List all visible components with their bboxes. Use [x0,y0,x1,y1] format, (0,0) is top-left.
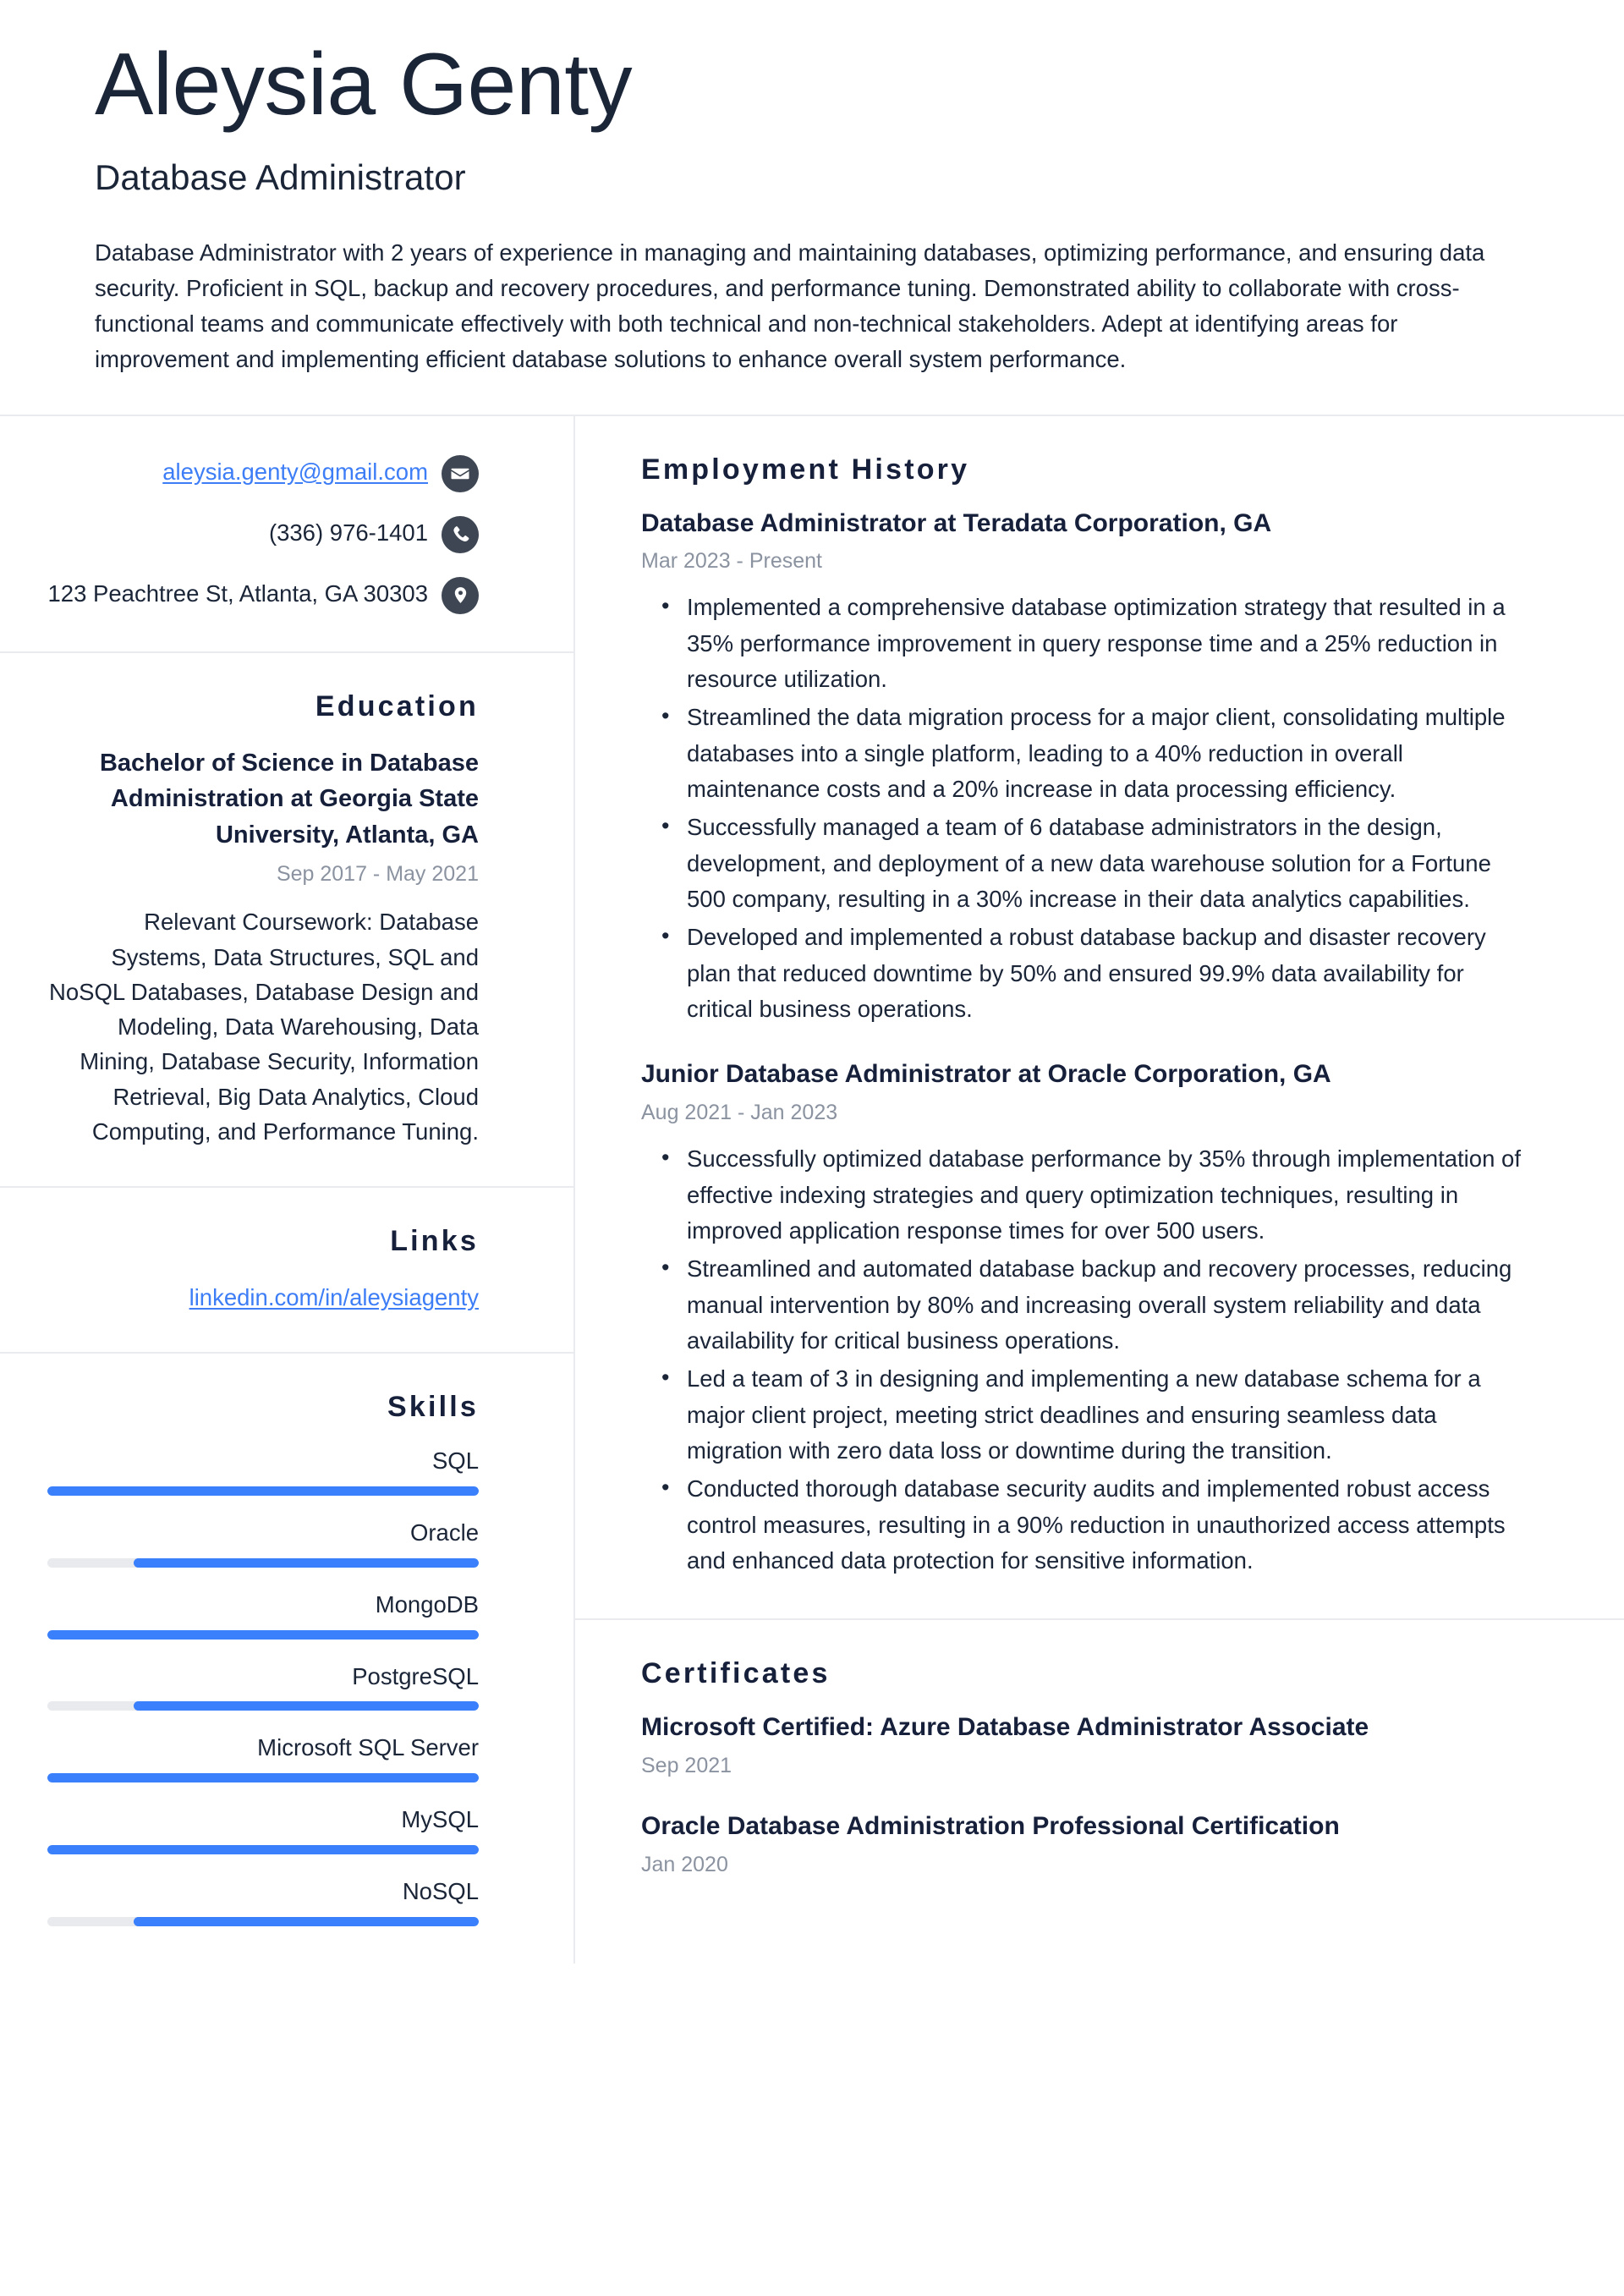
skill-item [47,1876,479,1926]
skill-level-track [47,1486,479,1496]
skill-level-fill [134,1917,479,1926]
skill-level-track [47,1917,479,1926]
resume-body [0,416,1624,1964]
skill-level-fill [47,1630,479,1640]
employment-bullet: • Developed and implemented a robust database backup and disaster recovery plan that reduced downtime by 50% and ensured 99.9% data availability for critical business operations. [687,920,1531,1027]
education-degree: Bachelor of Science in Database Administration at Georgia State University, Atlanta, GA [99,749,479,849]
candidate-job-title: Database Administrator [95,157,466,198]
employment-bullet: • Led a team of 3 in designing and implementing a new database schema for a major client project, meeting strict deadlines and ensuring seamless data migration with zero data loss or downtime during the transition. [687,1361,1531,1469]
skills-heading: Skills [387,1391,479,1424]
skill-name: MySQL [401,1806,479,1833]
employment-bullet: • Conducted thorough database security audits and implemented robust access control measures, resulting in a 90% reduction in unauthorized access attempts and enhanced data protection for sensitive information. [687,1471,1531,1579]
skill-item [47,1590,479,1640]
contact-item-address[interactable] [47,575,479,614]
skill-level-fill [47,1773,479,1782]
links-heading: Links [390,1225,479,1258]
envelope-icon [442,455,479,492]
employment-item [641,1057,1531,1579]
employment-bullets [641,590,1531,1027]
employment-bullet: • Streamlined the data migration process for a major client, consolidating multiple databases into a single platform, leading to a 40% reduction in overall maintenance costs and a 20% increase in data processing efficiency. [687,700,1531,807]
skill-item [47,1518,479,1568]
skill-level-fill [134,1701,479,1711]
email-link[interactable]: aleysia.genty@gmail.com [162,458,428,485]
skill-level-fill [47,1486,479,1496]
sidebar-column [0,416,575,1964]
skills-list [47,1446,479,1925]
education-section [0,653,573,1189]
skill-name: SQL [431,1447,479,1475]
education-heading: Education [315,689,479,722]
skill-item [47,1804,479,1854]
main-column [575,416,1624,1964]
skill-level-track [47,1773,479,1782]
skill-item [47,1446,479,1496]
employment-bullet: • Implemented a comprehensive database optimization strategy that resulted in a 35% performance improvement in query response time and a 25% reduction in resource utilization. [687,590,1531,697]
contact-address-text: 123 Peachtree St, Atlanta, GA 30303 [47,579,428,607]
skill-level-track [47,1630,479,1640]
employment-section [575,416,1624,1621]
contact-section [0,416,573,653]
skill-item [47,1733,479,1782]
skill-name: MongoDB [375,1590,479,1618]
employment-list [641,507,1531,1579]
employment-title: Database Administrator at Teradata Corporation, GA [641,508,1272,537]
employment-bullet: • Streamlined and automated database backup and recovery processes, reducing manual intervention by 80% and increasing overall system reliability and data availability for critical business operations. [687,1251,1531,1359]
employment-heading: Employment History [641,453,970,486]
location-pin-icon [442,577,479,614]
certificate-name: Oracle Database Administration Professional Certification [641,1812,1340,1841]
certificates-list [641,1711,1531,1880]
skill-level-fill [134,1558,479,1568]
links-list [47,1280,479,1315]
education-description: Relevant Coursework: Database Systems, Data Structures, SQL and NoSQL Databases, Database Design and Modeling, Data Warehousing, Data Mining, Database Security, Information Retrieval, Big Data Analytics, Cloud Computing, and Performance Tuning. [48,909,479,1145]
education-date: Sep 2017 - May 2021 [276,862,479,887]
certificate-item [641,1810,1531,1880]
skill-item [47,1662,479,1711]
employment-bullet: • Successfully managed a team of 6 database administrators in the design, development, and deployment of a new data warehouse solution for a Fortune 500 company, resulting in a 30% increase in their data analytics capabilities. [687,810,1531,917]
skill-name: PostgreSQL [352,1662,479,1689]
education-entry [47,745,479,1150]
skill-level-fill [47,1845,479,1854]
candidate-name: Aleysia Genty [95,36,633,134]
skill-name: Microsoft SQL Server [257,1734,479,1761]
contact-item-email[interactable] [47,453,479,492]
certificate-date: Sep 2021 [641,1754,732,1778]
employment-date: Aug 2021 - Jan 2023 [641,1101,838,1125]
skill-level-track [47,1701,479,1711]
skills-section [0,1354,573,1963]
employment-bullets [641,1141,1531,1579]
skill-level-track [47,1845,479,1854]
employment-date: Mar 2023 - Present [641,549,822,574]
certificate-name: Microsoft Certified: Azure Database Administrator Associate [641,1713,1369,1742]
certificate-item [641,1711,1531,1781]
contact-phone-text: (336) 976-1401 [268,519,428,546]
skill-name: Oracle [410,1519,479,1546]
professional-summary: Database Administrator with 2 years of experience in managing and maintaining databases, optimizing performance, and ensuring data security. Proficient in SQL, backup and recovery procedures, and performance tuning. Demonstrated ability to collaborate with cross-functional teams and communicate effectively with both technical and non-technical stakeholders. Adept at identifying areas for improvement and implementing efficient database solutions to enhance overall system performance. [95,239,1485,372]
resume-header [0,0,1624,415]
skill-name: NoSQL [402,1877,479,1904]
contact-email-text [162,453,428,488]
employment-bullet: • Successfully optimized database performance by 35% through implementation of effective indexing strategies and query optimization techniques, resulting in improved application response times for over 500 users. [687,1141,1531,1249]
links-section [0,1188,573,1354]
skill-level-track [47,1558,479,1568]
contact-item-phone[interactable] [47,514,479,553]
employment-title: Junior Database Administrator at Oracle Corporation, GA [641,1060,1331,1089]
certificates-heading: Certificates [641,1657,831,1690]
employment-item [641,507,1531,1028]
certificate-date: Jan 2020 [641,1852,728,1876]
phone-icon [442,516,479,553]
certificates-section [575,1620,1624,1917]
linkedin-link[interactable]: linkedin.com/in/aleysiagenty [189,1284,479,1311]
